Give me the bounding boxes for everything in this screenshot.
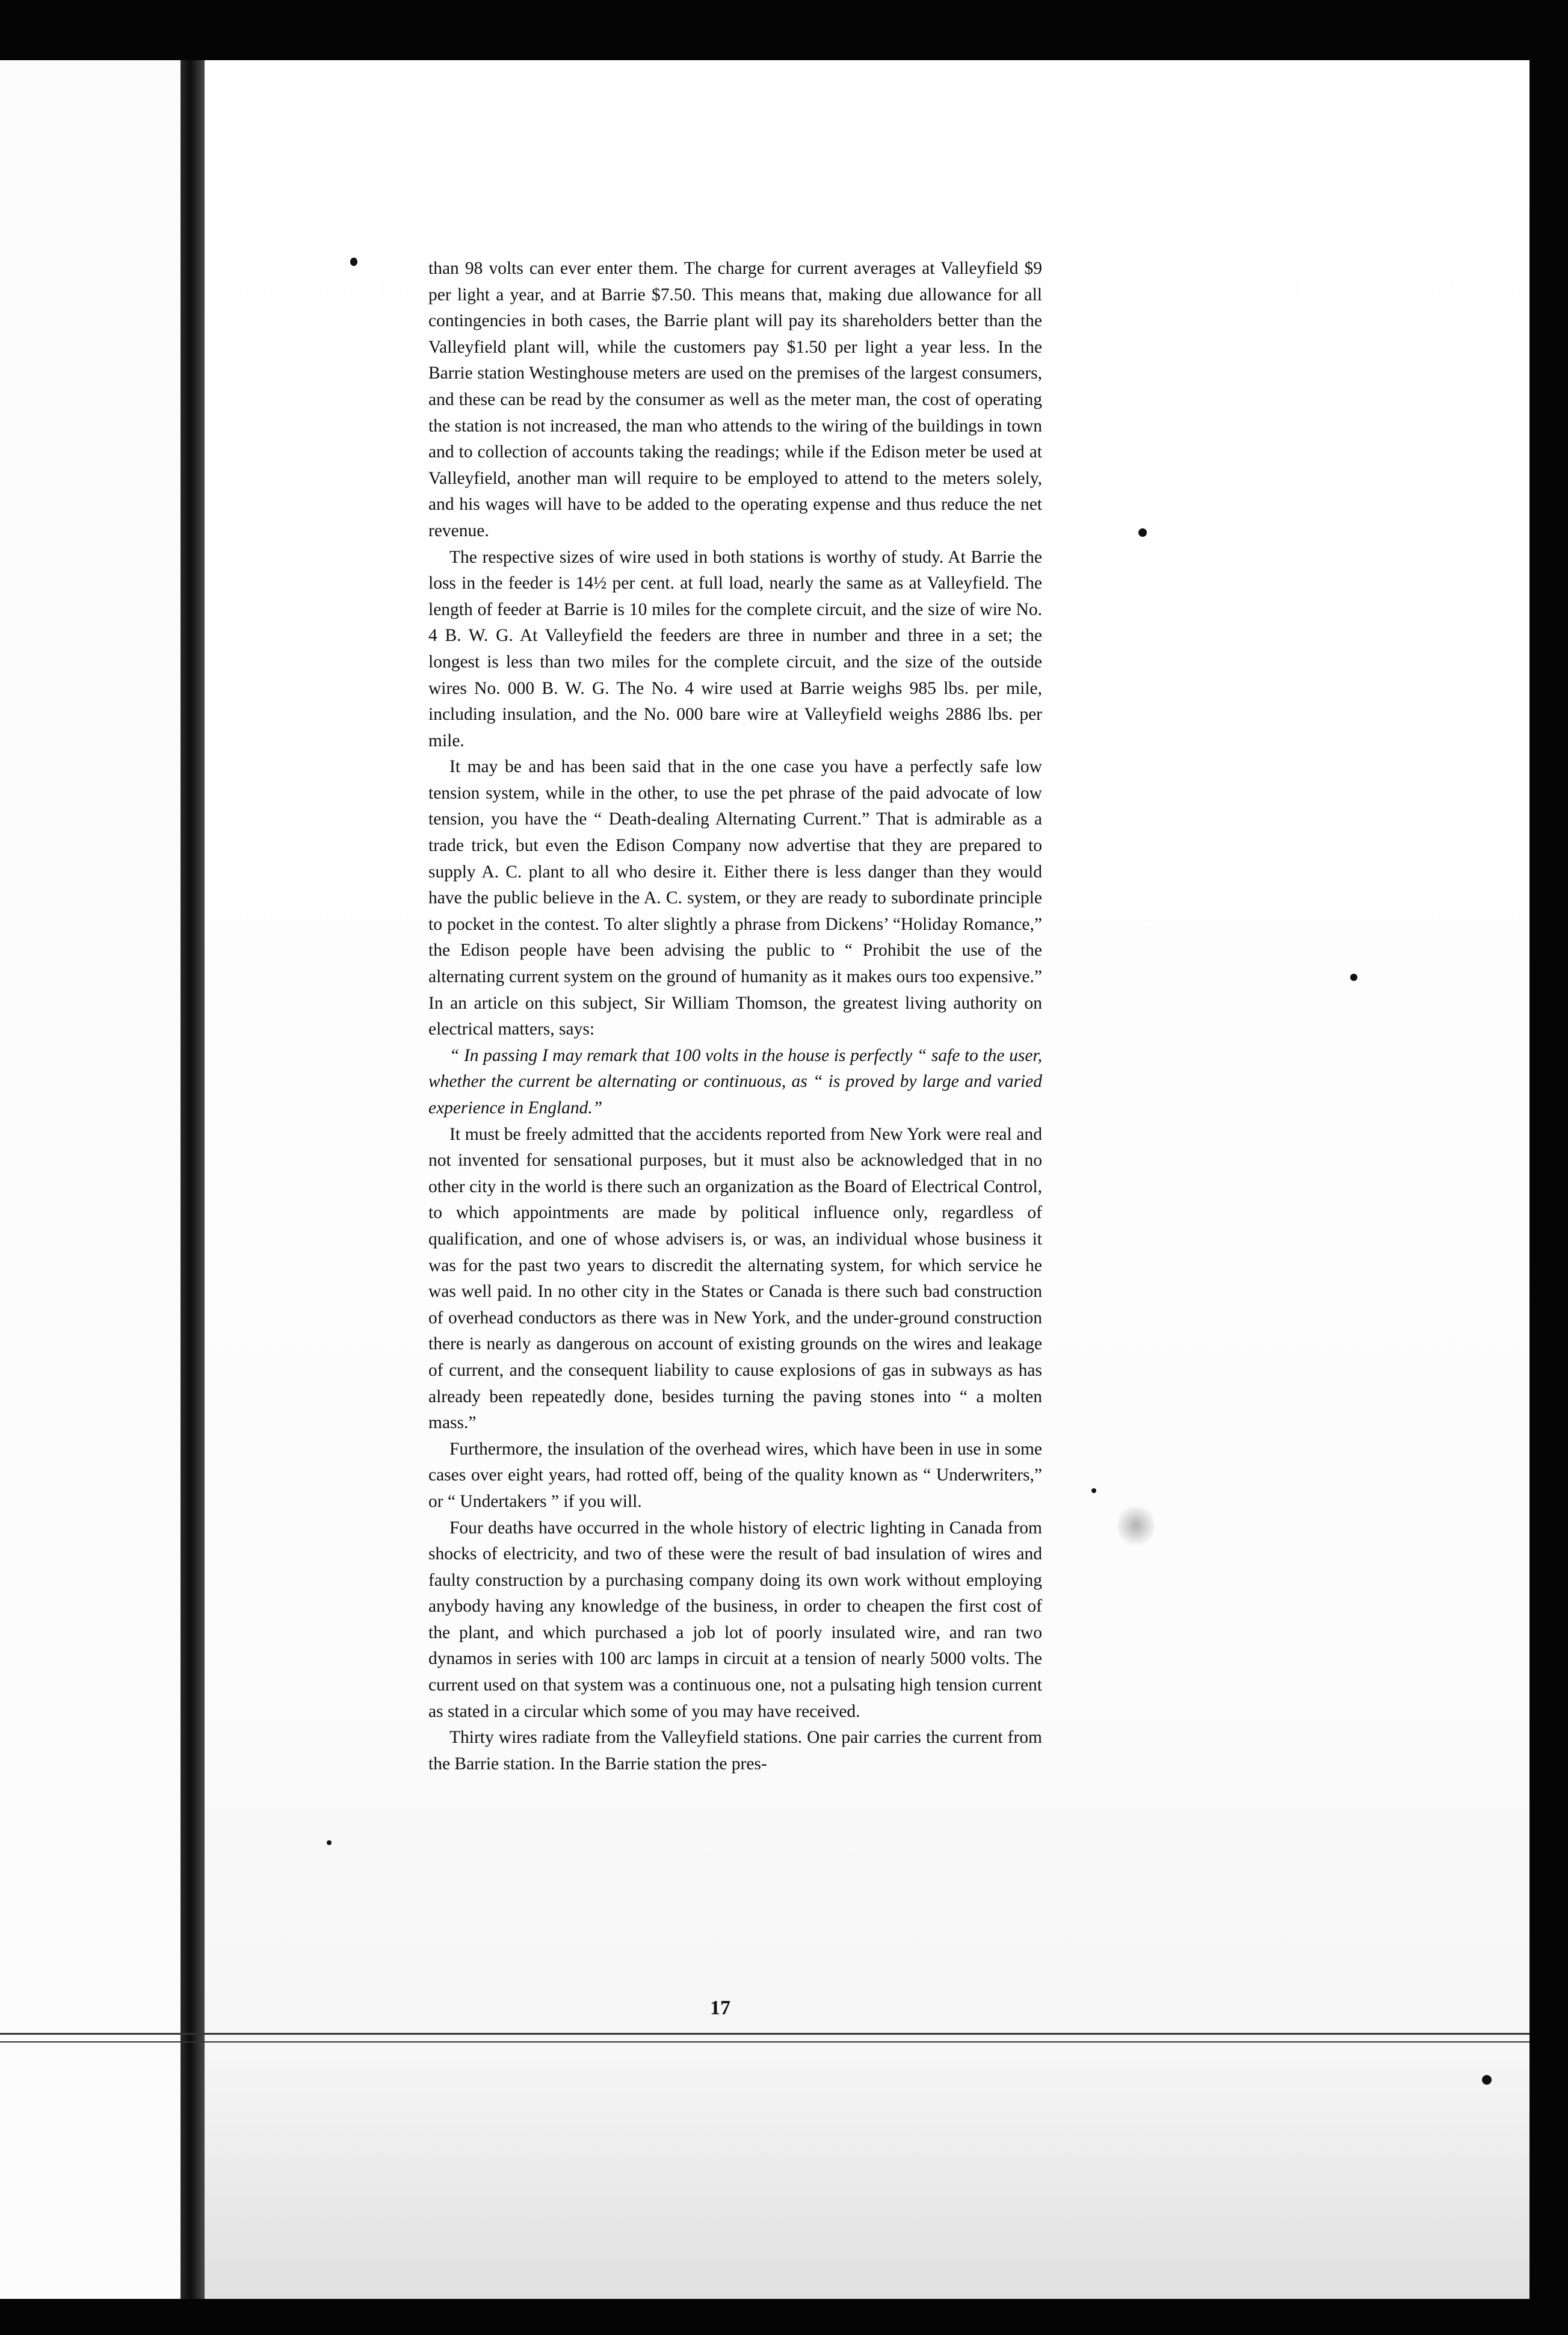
bottom-rule-thin (0, 2041, 1529, 2043)
scan-border-right (1529, 0, 1568, 2335)
scan-speck (1138, 528, 1147, 537)
paragraph: The respective sizes of wire used in both stations is worthy of study. At Barrie the loss in the feeder is 14½ per cent. at full load, nearly the same as at Valleyfield. The length of feeder at Barrie is 10 miles for the complete circuit, and the size of wire No. 4 B. W. G. At Valleyfield the feeders are three in number and three in a set; the longest is less than two miles for the complete circuit, and the size of the outside wires No. 000 B. W. G. The No. 4 wire used at Barrie weighs 985 lbs. per mile, including insulation, and the No. 000 bare wire at Valleyfield weighs 2886 lbs. per mile. (428, 547, 1042, 750)
page-shadow (205, 2058, 1529, 2299)
paragraph: It may be and has been said that in the one case you have a perfectly safe low tension system, while in the other, to use the pet phrase of the paid advocate of low tension, you have the “ Death-dealing Alternating Current.” That is admirable as a trade trick, but even the Edison Company now advertise that they are prepared to supply A. C. plant to all who desire it. Either there is less danger than they would have the public believe in the A. C. system, or they are ready to subordinate principle to pocket in the contest. To alter slightly a phrase from Dickens’ “Holiday Romance,” the Edison people have been advising the public to “ Prohibit the use of the alternating current system on the ground of humanity as it makes ours too expensive.” In an article on this subject, Sir William Thomson, the greatest living authority on electrical matters, says: (428, 757, 1042, 1039)
facing-page-margin (0, 60, 181, 2299)
paragraph: than 98 volts can ever enter them. The charge for current averages at Valleyfield $9 per light a year, and at Barrie $7.50. This means that, making due allowance for all contingencies in both cases, the Barrie plant will pay its shareholders better than the Valleyfield plant will, while the customers pay $1.50 per light a year less. In the Barrie station Westinghouse meters are used on the premises of the largest consumers, and these can be read by the consumer as well as the meter man, the cost of operating the station is not increased, the man who attends to the wiring of the buildings in town and to collection of accounts taking the readings; while if the Edison meter be used at Valleyfield, another man will require to be employed to attend to the meters solely, and his wages will have to be added to the operating expense and thus reduce the net revenue. (428, 259, 1042, 540)
scan-border-bottom (0, 2299, 1568, 2335)
scan-speck (1350, 974, 1357, 981)
scan-speck (1091, 1488, 1096, 1493)
scan-speck (327, 1840, 332, 1845)
paragraph: It must be freely admitted that the accidents reported from New York were real and not invented for sensational purposes, but it must also be acknowledged that in no other city in the world is there such an organization as the Board of Electrical Control, to which appointments are made by political influence only, regardless of qualification, and one of whose advisers is, or was, an individual whose business it was for the past two years to discredit the alternating system, for which service he was well paid. In no other city in the States or Canada is there such bad construction of overhead conductors as there was in New York, and the under-ground construction there is nearly as dangerous on account of existing grounds on the wires and leakage of current, and the consequent liability to cause explosions of gas in subways as has already been repeatedly done, besides turning the paving stones into “ a molten mass.” (428, 1124, 1042, 1433)
paragraph: Thirty wires radiate from the Valleyfield stations. One pair carries the current from the Barrie station. In the Barrie station the pres- (428, 1728, 1042, 1774)
book-gutter (181, 60, 205, 2299)
paragraph: Furthermore, the insulation of the overhead wires, which have been in use in some cases over eight years, had rotted off, being of the quality known as “ Underwriters,” or “ Undertakers ” if you will. (428, 1439, 1042, 1511)
scan-speck (350, 258, 357, 266)
scan-smudge (1118, 1502, 1154, 1550)
block-quote: “ In passing I may remark that 100 volts in the house is perfectly “ safe to the user, whether the current be alternating or continuous, as “ is proved by large and varied experience in England.” (428, 1045, 1042, 1118)
scan-speck (1482, 2075, 1492, 2085)
scan-border-top (0, 0, 1568, 60)
paragraph: Four deaths have occurred in the whole history of electric lighting in Canada from shocks of electricity, and two of these were the result of bad insulation of wires and faulty construction by a purchasing company doing its own work without employing anybody having any knowledge of the business, in order to cheapen the first cost of the plant, and which purchased a job lot of poorly insulated wire, and ran two dynamos in series with 100 arc lamps in circuit at a tension of nearly 5000 volts. The current used on that system was a continuous one, not a pulsating high tension current as stated in a circular which some of you may have received. (428, 1518, 1042, 1721)
bottom-rule (0, 2033, 1529, 2035)
page-number: 17 (710, 1997, 730, 2019)
body-text (428, 256, 1042, 1777)
